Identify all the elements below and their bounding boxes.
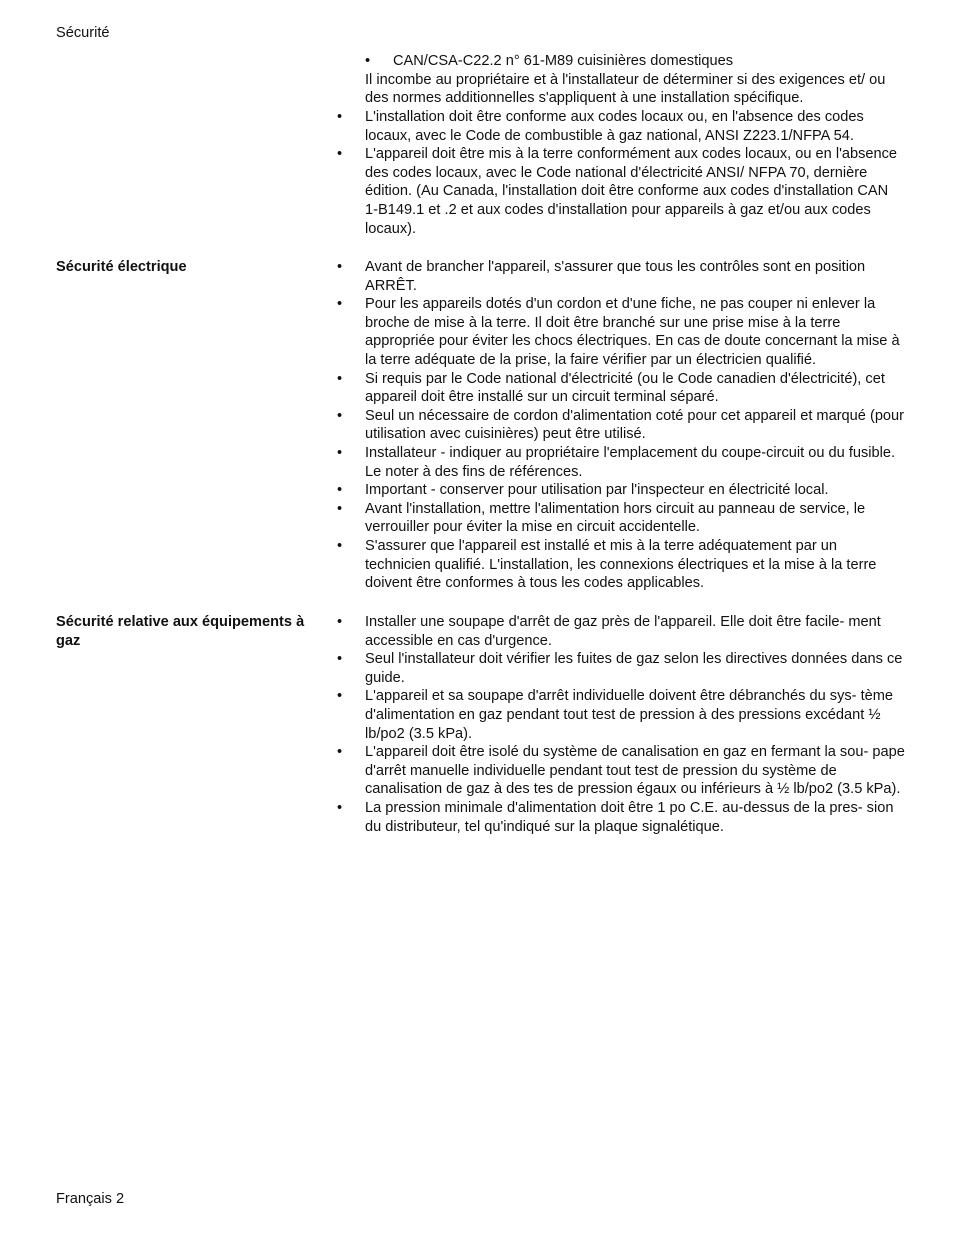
electrical-safety-list <box>337 258 905 593</box>
bullet-icon: • <box>337 370 343 387</box>
list-item-text: Important - conserver pour utilisation par l'inspecteur en électricité local. <box>365 482 829 499</box>
list-item-text: L'appareil doit être isolé du système de canalisation en gaz en fermant la sou- pape d'arrêt manuelle individuelle pendant tout test de pression du système de canalisation de gaz à des tes de pression égaux ou inférieurs à ½ lb/po2 (3.5 kPa). <box>365 744 905 798</box>
list-item <box>337 145 905 238</box>
running-header-title: Sécurité <box>56 25 110 41</box>
list-item-text: S'assurer que l'appareil est installé et mis à la terre adéquatement par un technicien qualifié. L'installation, les connexions électriques et la mise à la terre doivent être conformes à tous les codes applicables. <box>365 537 877 592</box>
bullet-icon: • <box>337 259 343 275</box>
sub-bullet-text: CAN/CSA-C22.2 n° 61-M89 cuisinières domestiques <box>393 53 734 69</box>
list-item-text: L'appareil doit être mis à la terre conformément aux codes locaux, ou en l'absence des codes locaux, avec le Code national d'électricité ANSI/ NFPA 70, dernière édition. (Au Canada, l'installation doit être conforme aux codes d'installation CAN 1-B149.1 et .2 et aux codes d'installation pour appareils à gaz et/ou aux codes locaux). <box>365 146 898 237</box>
gas-safety-list <box>337 613 905 836</box>
section-heading-electrical: Sécurité électrique <box>56 259 187 275</box>
list-item <box>337 500 905 537</box>
list-item-text: Seul l'installateur doit vérifier les fuites de gaz selon les directives données dans ce guide. <box>365 651 903 686</box>
bullet-icon: • <box>337 296 343 313</box>
list-item <box>337 537 905 593</box>
list-item-text: L'installation doit être conforme aux codes locaux ou, en l'absence des codes locaux, avec le Code de combustible à gaz national, ANSI Z223.1/NFPA 54. <box>365 109 864 144</box>
list-item-text: Installer une soupape d'arrêt de gaz près de l'appareil. Elle doit être facile- ment accessible en cas d'urgence. <box>365 614 881 649</box>
bullet-icon: • <box>337 444 343 461</box>
general-safety-list <box>337 108 905 238</box>
list-item <box>337 687 905 743</box>
list-item <box>337 481 905 500</box>
list-item <box>337 295 905 369</box>
list-item <box>337 613 905 650</box>
bullet-icon: • <box>337 109 343 125</box>
list-item-text: Avant de brancher l'appareil, s'assurer que tous les contrôles sont en position ARRÊT. <box>365 259 866 294</box>
intro-block <box>365 52 905 108</box>
bullet-icon: • <box>337 799 343 816</box>
bullet-icon: • <box>337 146 343 163</box>
list-item-text: Seul un nécessaire de cordon d'alimentation coté pour cet appareil et marqué (pour utilisation avec cuisinières) peut être utilisé. <box>365 407 905 443</box>
sub-bullet-item <box>365 52 905 71</box>
bullet-icon: • <box>337 500 343 517</box>
bullet-icon: • <box>365 53 371 69</box>
list-item <box>337 650 905 687</box>
list-item <box>337 407 905 444</box>
list-item-text: Installateur - indiquer au propriétaire l'emplacement du coupe-circuit ou du fusible. Le noter à des fins de références. <box>365 444 896 480</box>
list-item-text: L'appareil et sa soupape d'arrêt individuelle doivent être débranchés du sys- tème d'alimentation en gaz pendant tout test de pression à des pressions excédant ½ lb/po2 (3.5 kPa). <box>365 688 894 742</box>
bullet-icon: • <box>337 482 343 499</box>
bullet-icon: • <box>337 537 343 554</box>
list-item <box>337 743 905 799</box>
bullet-icon: • <box>337 744 343 761</box>
intro-paragraph: Il incombe au propriétaire et à l'installateur de déterminer si des exigences et/ ou des normes additionnelles s'appliquent à une installation spécifique. <box>365 71 886 107</box>
list-item-text: Avant l'installation, mettre l'alimentation hors circuit au panneau de service, le verrouiller pour éviter la mise en circuit accidentelle. <box>365 500 866 536</box>
bullet-icon: • <box>337 614 343 630</box>
bullet-icon: • <box>337 651 343 668</box>
bullet-icon: • <box>337 407 343 424</box>
bullet-icon: • <box>337 688 343 705</box>
list-item <box>337 444 905 481</box>
list-item <box>337 258 905 295</box>
list-item <box>337 370 905 407</box>
list-item <box>337 108 905 145</box>
list-item-text: Si requis par le Code national d'électricité (ou le Code canadien d'électricité), cet appareil doit être installé sur un circuit terminal séparé. <box>365 370 885 406</box>
list-item-text: Pour les appareils dotés d'un cordon et d'une fiche, ne pas couper ni enlever la broche de mise à la terre. Il doit être branché sur une prise mise à la terre appropriée pour éviter les chocs électriques. En cas de doute concernant la mise à la terre adéquate de la prise, la faire vérifier par un électricien qualifié. <box>365 296 900 368</box>
list-item <box>337 799 905 836</box>
section-heading-gas: Sécurité relative aux équipements à gaz <box>56 614 305 649</box>
page-footer: Français 2 <box>56 1191 125 1207</box>
list-item-text: La pression minimale d'alimentation doit être 1 po C.E. au-dessus de la pres- sion du distributeur, tel qu'indiqué sur la plaque signalétique. <box>365 799 894 835</box>
